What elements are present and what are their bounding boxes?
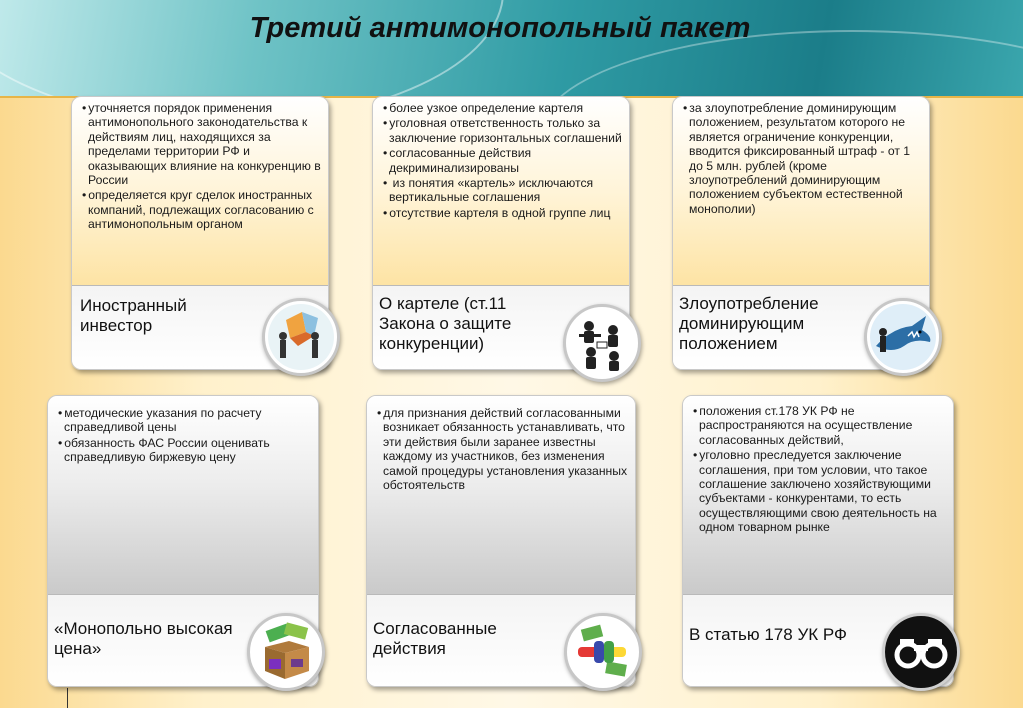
- page-title: Третий антимонопольный пакет: [249, 12, 751, 44]
- card-body: [683, 396, 953, 596]
- card-label: Иностранный инвестор: [72, 285, 328, 369]
- divider-line: [67, 688, 68, 708]
- list-item: • уголовная ответственность только за заключение горизонтальных соглашений: [379, 116, 623, 145]
- card-body: [48, 396, 318, 596]
- list-item: • согласованные действия декриминализированы: [379, 146, 623, 175]
- list-item: • определяется круг сделок иностранных компаний, подлежащих согласованию с антимонопольным органом: [78, 188, 322, 231]
- list-item: • положения ст.178 УК РФ не распространяются на осуществление согласованных действий,: [689, 404, 947, 447]
- money-box-icon: [247, 613, 325, 691]
- card-label: Злоупотребление доминирующим положением: [673, 285, 929, 369]
- list-item: • для признания действий согласованными возникает обязанность устанавливать, что эти действия были заранее известны каждому из участников, без изменения самой процедуры установления указанных обстоятельств: [373, 406, 629, 492]
- handcuffs-icon: [882, 613, 960, 691]
- list-item: • за злоупотребление доминирующим положением, результатом которого не является ограничение конкуренции, вводится фиксированный штраф - от 1 до 5 млн. рублей (кроме злоупотреблений доминирующим положением субъектом естественной монополии): [679, 101, 923, 216]
- card-label: В статью 178 УК РФ: [683, 594, 953, 686]
- card-body: [72, 97, 328, 287]
- list-item: • уголовно преследуется заключение соглашения, при том условии, что такое соглашение заключено хозяйствующими субъектами - конкурентами, то есть осуществляющими свою деятельность на одном товарном рынке: [689, 448, 947, 534]
- card-body: [673, 97, 929, 287]
- investor-icon: [262, 298, 340, 376]
- card-body: [367, 396, 635, 596]
- card-label: О картеле (ст.11 Закона о защите конкуренции): [373, 285, 629, 369]
- shark-icon: [864, 298, 942, 376]
- list-item: • уточняется порядок применения антимонопольного законодательства к действиям лиц, находящихся за пределами территории РФ и оказывающих влияние на конкуренцию в России: [78, 101, 322, 187]
- handshake-money-icon: [564, 613, 642, 691]
- cartel-icon: [563, 304, 641, 382]
- list-item: • из понятия «картель» исключаются вертикальные соглашения: [379, 176, 623, 205]
- list-item: • отсутствие картеля в одной группе лиц: [379, 206, 623, 220]
- list-item: • более узкое определение картеля: [379, 101, 623, 115]
- list-item: • методические указания по расчету справедливой цены: [54, 406, 312, 435]
- list-item: • обязанность ФАС России оценивать справедливую биржевую цену: [54, 436, 312, 465]
- card-body: [373, 97, 629, 287]
- card-label: Согласованные действия: [367, 594, 635, 686]
- card-label: «Монопольно высокая цена»: [48, 594, 318, 686]
